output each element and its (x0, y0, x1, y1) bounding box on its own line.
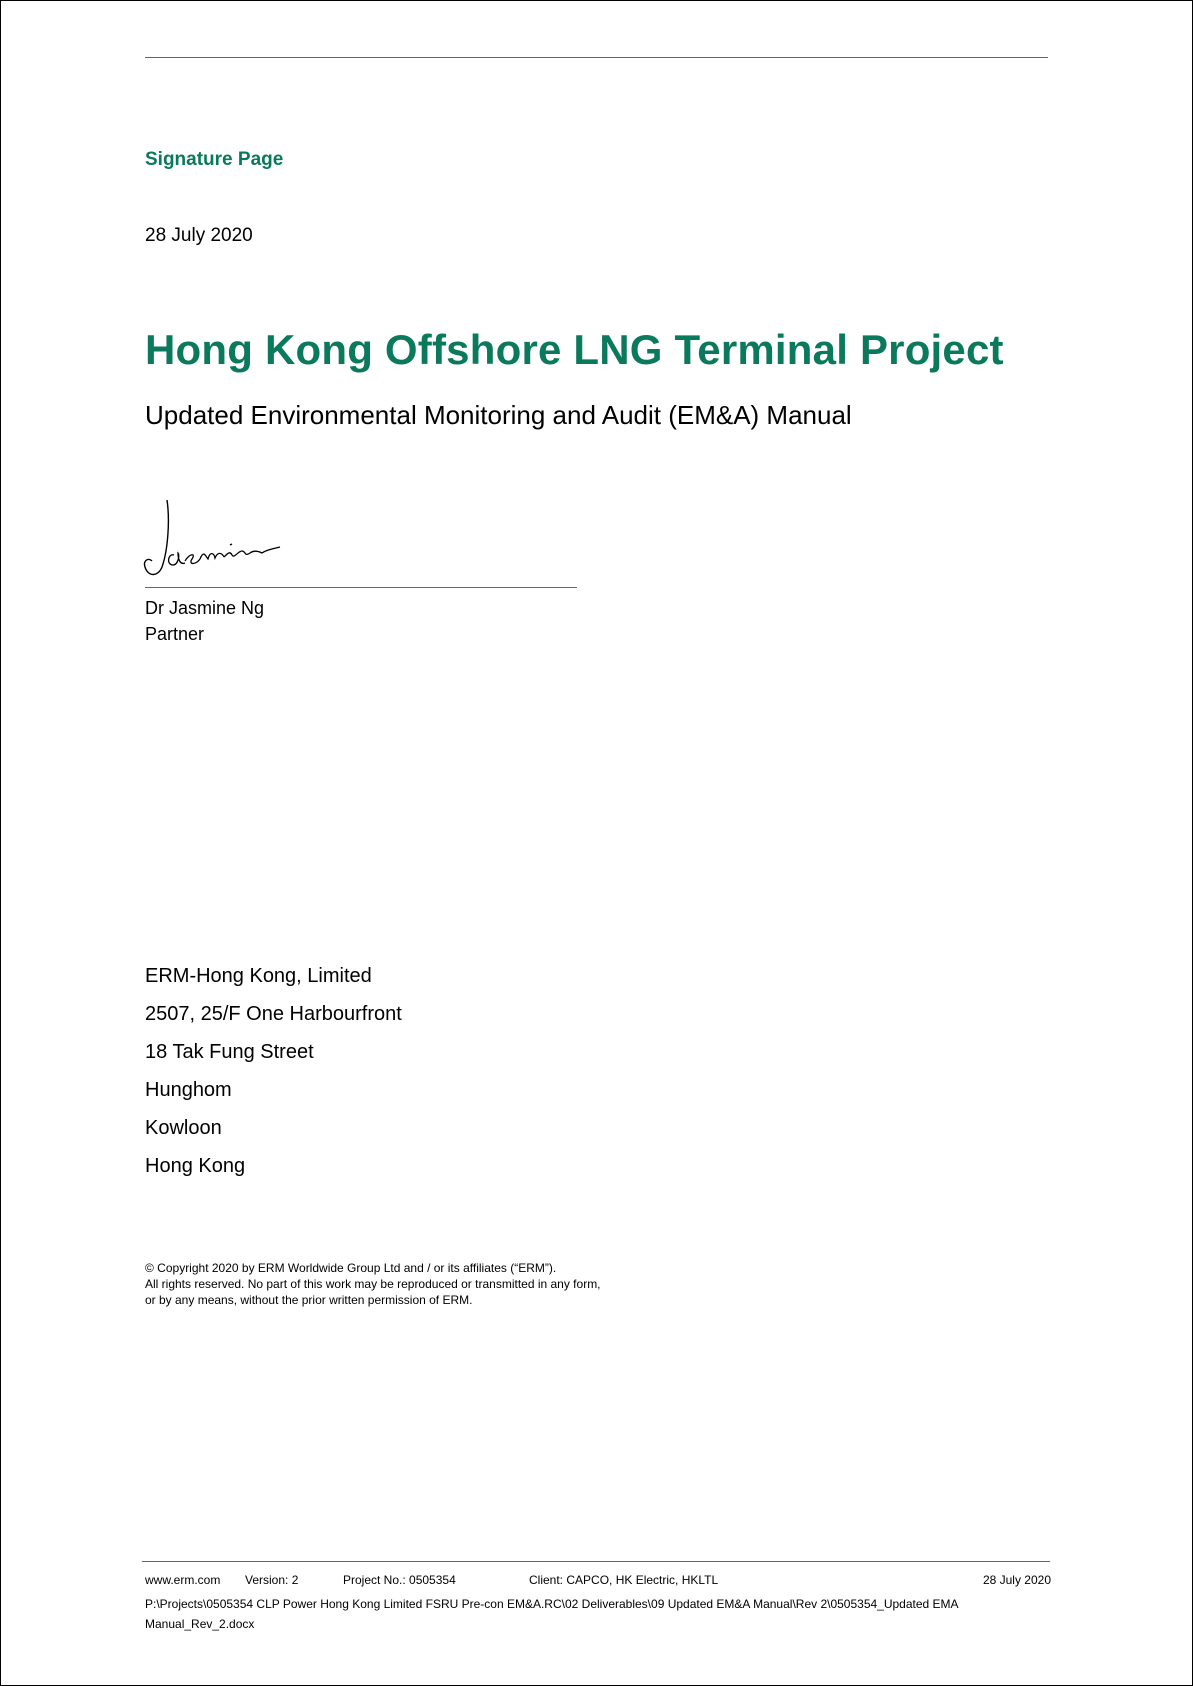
address-line: 18 Tak Fung Street (145, 1041, 314, 1063)
copyright-notice (145, 1260, 601, 1308)
signatory-block (145, 595, 264, 647)
copyright-line: All rights reserved. No part of this work may be reproduced or transmitted in any form, (145, 1277, 601, 1291)
footer (145, 1573, 1051, 1591)
signature-rule (145, 587, 577, 588)
footer-path-line: Manual_Rev_2.docx (145, 1617, 255, 1631)
footer-file-path (145, 1594, 975, 1634)
signature-page-heading: Signature Page (145, 149, 284, 170)
address-line: 2507, 25/F One Harbourfront (145, 1003, 402, 1025)
footer-path-line: P:\Projects\0505354 CLP Power Hong Kong Limited FSRU Pre-con EM&A.RC\02 Deliverables\09 Updated EM&A Manual\Rev 2\0505354_Updated EMA (145, 1597, 959, 1611)
signature-image (140, 495, 300, 585)
document-title: Hong Kong Offshore LNG Terminal Project (145, 326, 1004, 373)
footer-client: Client: CAPCO, HK Electric, HKLTL (529, 1573, 719, 1587)
address-line: Hunghom (145, 1079, 232, 1101)
signatory-position: Partner (145, 624, 205, 644)
document-subtitle: Updated Environmental Monitoring and Audit (EM&A) Manual (145, 400, 852, 430)
signatory-name: Dr Jasmine Ng (145, 598, 265, 618)
copyright-line: or by any means, without the prior written permission of ERM. (145, 1293, 473, 1307)
address-line: Kowloon (145, 1117, 222, 1139)
footer-website: www.erm.com (145, 1573, 221, 1587)
footer-version: Version: 2 (245, 1573, 299, 1587)
copyright-line: © Copyright 2020 by ERM Worldwide Group Ltd and / or its affiliates (“ERM”). (145, 1261, 557, 1275)
header-rule (145, 57, 1048, 58)
footer-project-number: Project No.: 0505354 (343, 1573, 456, 1587)
footer-rule (142, 1561, 1050, 1562)
document-date: 28 July 2020 (145, 225, 253, 246)
address-line: Hong Kong (145, 1155, 246, 1177)
footer-date: 28 July 2020 (982, 1573, 1051, 1587)
address-block (145, 965, 402, 1193)
address-line: ERM-Hong Kong, Limited (145, 965, 372, 987)
